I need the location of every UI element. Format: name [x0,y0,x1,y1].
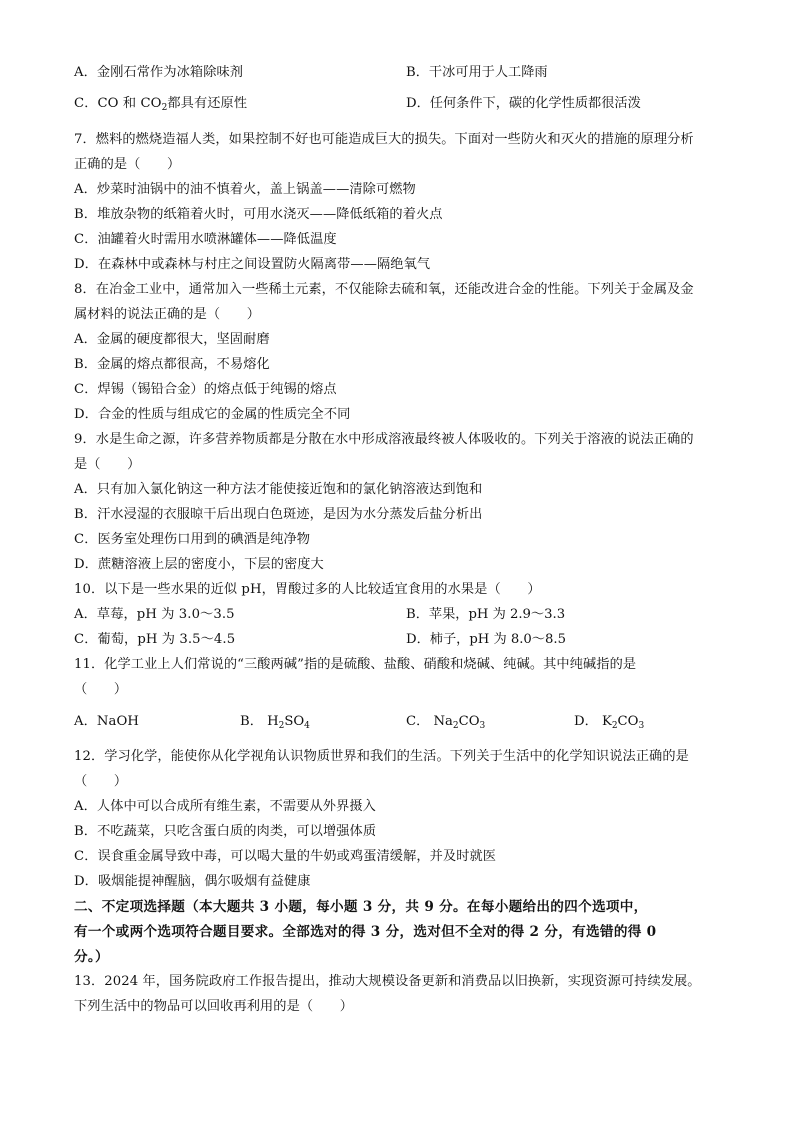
q11-option-a: A．NaOH [74,714,140,729]
q12-stem-line1: 12．学习化学，能使你从化学视角认识物质世界和我们的生活。下列关于生活中的化学知识说法正确的是 [74,749,689,764]
q11-c-sub1: 2 [452,721,459,731]
q8-stem-line1: 8．在冶金工业中，通常加入一些稀土元素，不仅能除去硫和氧，还能改进合金的性能。下列关于金属及金 [74,282,694,297]
q9-option-a: A．只有加入氯化钠这一种方法才能使接近饱和的氯化钠溶液达到饱和 [74,482,483,497]
q6-option-c [74,95,247,113]
q8-option-b: B．金属的熔点都很高，不易熔化 [74,357,270,372]
q11-d-text-mid: CO [617,714,639,729]
q11-c-text: C． Na [406,714,453,729]
q6-option-d: D．任何条件下，碳的化学性质都很活泼 [406,96,641,111]
q9-option-d: D．蔗糖溶液上层的密度小，下层的密度大 [74,557,324,572]
q7-option-c: C．油罐着火时需用水喷淋罐体——降低温度 [74,232,337,247]
section2-heading-line3: 分。） [74,949,109,965]
q8-option-a: A．金属的硬度都很大，坚固耐磨 [74,332,270,347]
q12-option-a: A．人体中可以合成所有维生素，不需要从外界摄入 [74,799,376,814]
q9-option-b: B．汗水浸湿的衣服晾干后出现白色斑迹，是因为水分蒸发后盐分析出 [74,507,483,522]
q9-stem-line1: 9．水是生命之源，许多营养物质都是分散在水中形成溶液最终被人体吸收的。下列关于溶液的说法正确的 [74,432,694,447]
q11-d-sub2: 3 [638,721,645,731]
q11-b-sub1: 2 [278,721,285,731]
q11-option-c [406,713,485,731]
q8-option-d: D．合金的性质与组成它的金属的性质完全不同 [74,407,351,422]
q7-option-a: A．炒菜时油锅中的油不慎着火，盖上锅盖——清除可燃物 [74,182,416,197]
q6-option-b: B．干冰可用于人工降雨 [406,65,548,80]
q10-option-d: D．柿子，pH 为 8.0～8.5 [406,632,566,647]
q11-d-text: D． K [574,714,612,729]
q11-option-d [574,713,644,731]
q6-c-text-end: 都具有还原性 [167,96,248,111]
q8-option-c: C．焊锡（锡铅合金）的熔点低于纯锡的熔点 [74,382,337,397]
q6-c-text: C．CO 和 CO [74,96,162,111]
q11-d-sub1: 2 [611,721,618,731]
q12-option-c: C．误食重金属导致中毒，可以喝大量的牛奶或鸡蛋清缓解，并及时就医 [74,849,497,864]
q10-option-b: B．苹果，pH 为 2.9～3.3 [406,607,566,622]
q11-b-sub2: 4 [304,721,310,731]
section2-heading-line2: 有一个或两个选项符合题目要求。全部选对的得 3 分，选对但不全对的得 2 分，有选错的得 0 [74,924,657,940]
q11-option-b [240,713,310,731]
q10-option-a: A．草莓，pH 为 3.0～3.5 [74,607,235,622]
q7-stem-line2: 正确的是（ ） [74,157,181,172]
q11-c-sub2: 3 [479,721,486,731]
q13-stem-line1: 13．2024 年，国务院政府工作报告提出，推动大规模设备更新和消费品以旧换新，实现资源可持续发展。 [74,974,701,989]
q11-c-text-mid: CO [458,714,480,729]
q11-b-text: B． H [240,714,279,729]
q8-stem-line2: 属材料的说法正确的是（ ） [74,307,261,322]
q6-c-subscript: 2 [161,103,168,113]
q10-option-c: C．葡萄，pH 为 3.5～4.5 [74,632,236,647]
q11-b-text-mid: SO [284,714,305,729]
q9-option-c: C．医务室处理伤口用到的碘酒是纯净物 [74,532,311,547]
q10-stem: 10．以下是一些水果的近似 pH，胃酸过多的人比较适宜食用的水果是（ ） [74,582,541,597]
q9-stem-line2: 是（ ） [74,457,141,472]
q13-stem-line2: 下列生活中的物品可以回收再利用的是（ ） [74,999,354,1014]
q11-stem-line1: 11．化学工业上人们常说的“三酸两碱”指的是硫酸、盐酸、硝酸和烧碱、纯碱。其中纯碱指的是 [74,657,637,672]
q6-option-a: A．金刚石常作为冰箱除味剂 [74,65,244,80]
q12-option-b: B．不吃蔬菜，只吃含蛋白质的肉类，可以增强体质 [74,824,377,839]
q7-stem-line1: 7．燃料的燃烧造福人类，如果控制不好也可能造成巨大的损失。下面对一些防火和灭火的措施的原理分析 [74,132,694,147]
q7-option-d: D．在森林中或森林与村庄之间设置防火隔离带——隔绝氧气 [74,257,431,272]
q12-stem-line2: （ ） [74,774,128,789]
q12-option-d: D．吸烟能提神醒脑，偶尔吸烟有益健康 [74,874,311,889]
q11-stem-line2: （ ） [74,682,128,697]
section2-heading-line1: 二、不定项选择题（本大题共 3 小题，每小题 3 分，共 9 分。在每小题给出的四个选项中， [74,899,648,915]
q7-option-b: B．堆放杂物的纸箱着火时，可用水浇灭——降低纸箱的着火点 [74,207,443,222]
